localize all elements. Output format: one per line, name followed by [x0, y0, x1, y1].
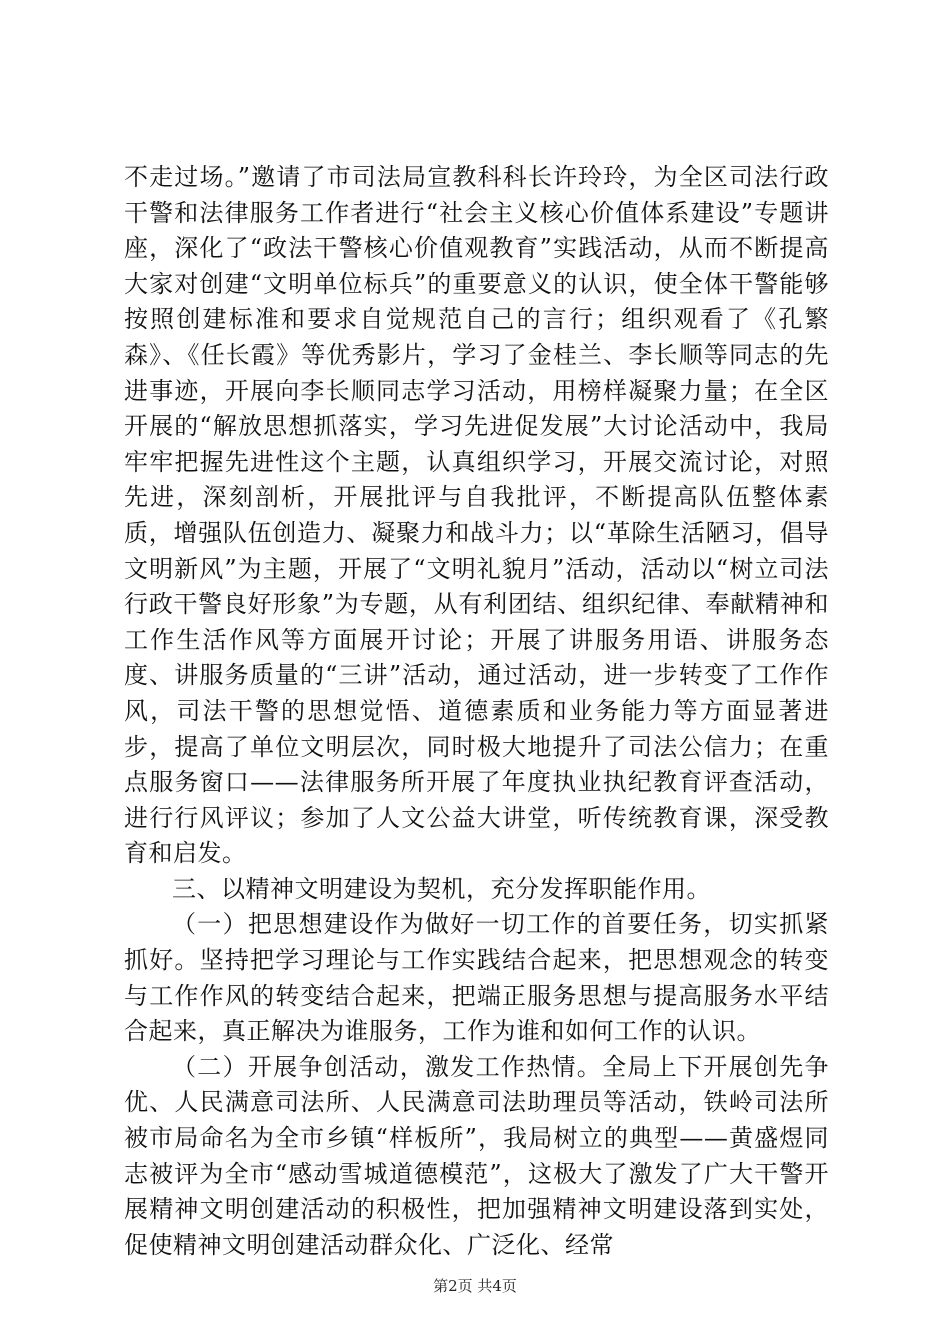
document-body	[124, 160, 829, 1263]
subsection-two-paragraph: （二）开展争创活动，激发工作热情。全局上下开展创先争优、人民满意司法所、人民满意司法助理员等活动，铁岭司法所被市局命名为全市乡镇“样板所”，我局树立的典型——黄盛煜同志被评为全市“感动雪城道德模范”，这极大了激发了广大干警开展精神文明创建活动的积极性，把加强精神文明建设落到实处，促使精神文明创建活动群众化、广泛化、经常	[124, 1052, 829, 1259]
section-heading-three: 三、以精神文明建设为契机，充分发挥职能作用。	[172, 874, 711, 903]
subsection-one-paragraph: （一）把思想建设作为做好一切工作的首要任务，切实抓紧抓好。坚持把学习理论与工作实践结合起来，把思想观念的转变与工作作风的转变结合起来，把端正服务思想与提高服务水平结合起来，真正解决为谁服务，工作为谁和如何工作的认识。	[124, 910, 829, 1046]
paragraph-continuation: 不走过场。”邀请了市司法局宣教科科长许玲玲，为全区司法行政干警和法律服务工作者进行“社会主义核心价值体系建设”专题讲座，深化了“政法干警核心价值观教育”实践活动，从而不断提高大家对创建“文明单位标兵”的重要意义的认识，使全体干警能够按照创建标准和要求自觉规范自己的言行；组织观看了《孔繁森》、《任长霞》等优秀影片，学习了金桂兰、李长顺等同志的先进事迹，开展向李长顺同志学习活动，用榜样凝聚力量；在全区开展的“解放思想抓落实，学习先进促发展”大讨论活动中，我局牢牢把握先进性这个主题，认真组织学习，开展交流讨论，对照先进，深刻剖析，开展批评与自我批评，不断提高队伍整体素质，增强队伍创造力、凝聚力和战斗力；以“革除生活陋习，倡导文明新风”为主题，开展了“文明礼貌月”活动，活动以“树立司法行政干警良好形象”为专题，从有利团结、组织纪律、奉献精神和工作生活作风等方面展开讨论；开展了讲服务用语、讲服务态度、讲服务质量的“三讲”活动，通过活动，进一步转变了工作作风，司法干警的思想觉悟、道德素质和业务能力等方面显著进步，提高了单位文明层次，同时极大地提升了司法公信力；在重点服务窗口——法律服务所开展了年度执业执纪教育评查活动，进行行风评议；参加了人文公益大讲堂，听传统教育课，深受教育和启发。	[124, 163, 829, 868]
page-number-footer: 第2页 共4页	[433, 1277, 517, 1295]
